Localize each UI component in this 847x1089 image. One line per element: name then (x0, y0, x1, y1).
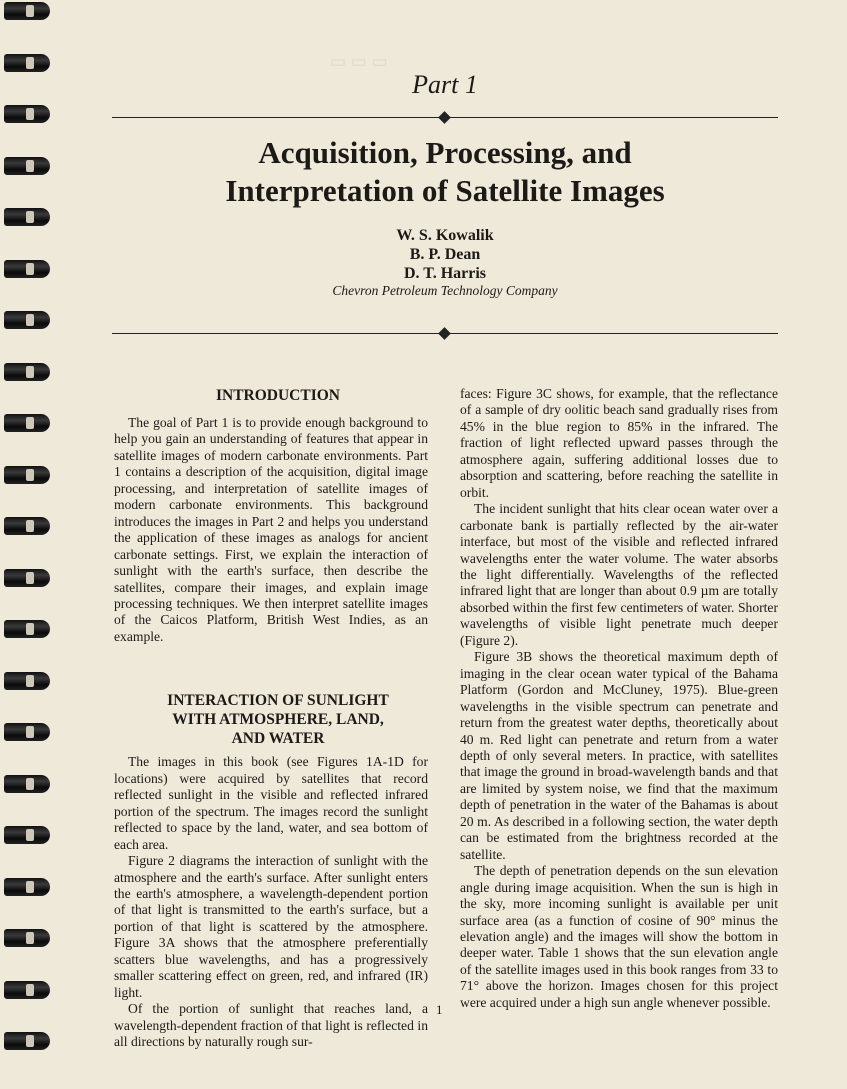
binding-coil (4, 878, 50, 896)
part-label: Part 1 (412, 70, 478, 99)
author-2: B. P. Dean (409, 246, 481, 263)
binding-coil (4, 929, 50, 947)
binding-coil (4, 569, 50, 587)
binding-coil (4, 775, 50, 793)
right-paragraph-4: The depth of penetration depends on the sun elevation angle during image acquisition. When the sun is high in the sky, more incoming sunlight is available per unit surface area (as a function of cosine of 90° minus the elevation angle) and the images will show the bottom in deeper water. Table 1 shows that the sun elevation angle of the satellite images used in this book ranges from 33 to 71° above the horizon. Images chosen for this project were acquired under a high sun angle whenever possible. (460, 863, 778, 1010)
authors (112, 226, 778, 283)
interaction-heading-line-1: INTERACTION OF SUNLIGHT (167, 692, 389, 710)
interaction-heading-line-2: WITH ATMOSPHERE, LAND, (172, 711, 384, 729)
title-line-2: Interpretation of Satellite Images (225, 173, 665, 208)
binding-coil (4, 981, 50, 999)
divider-diamond-icon (438, 327, 451, 340)
binding-coil (4, 208, 50, 226)
interaction-paragraph-1: The images in this book (see Figures 1A-1D for locations) were acquired by satellites that record reflected sunlight in the visible and reflected infrared portion of the spectrum. The images record the sunlight reflected to space by the land, water, and sea bottom of each area. (114, 754, 428, 852)
binding-coil (4, 466, 50, 484)
interaction-paragraph-2: Figure 2 diagrams the interaction of sunlight with the atmosphere and the earth's surface. After sunlight enters the earth's atmosphere, a wavelength-dependent portion of that light is transmitted to the earth's surface, but a portion of that light is scattered by the atmosphere. Figure 3A shows that the atmosphere preferentially scatters blue wavelengths, and has a progressively smaller scattering effect on green, red, and infrared (IR) light. (114, 853, 428, 1000)
divider-diamond-icon (438, 111, 451, 124)
page-number: 1 (436, 1002, 443, 1017)
right-paragraph-3: Figure 3B shows the theoretical maximum depth of imaging in the clear ocean water typical of the Bahama Platform (Gordon and McCluney, 1975). Blue-green wavelengths in the visible spectrum can penetrate and return from the greatest water depths, theoretically about 40 m. Red light can penetrate and return from a water depth of only several meters. In practice, with satellites that image the ground in broad-wavelength bands and that are limited by system noise, we find that the maximum depth of penetration in the water of the Bahamas is about 20 m. As described in a following section, the water depth can be estimated from the brightness recorded at the satellite. (460, 649, 778, 862)
spiral-binding (0, 0, 58, 1089)
binding-coil (4, 105, 50, 123)
binding-coil (4, 620, 50, 638)
binding-coil (4, 363, 50, 381)
right-paragraph-1: faces: Figure 3C shows, for example, that the reflectance of a sample of dry oolitic beach sand gradually rises from 45% in the blue region to 85% in the infrared. The fraction of light reflected upward passes through the atmosphere again, suffering additional losses due to absorption and scattering, before reaching the satellite in orbit. (460, 386, 778, 500)
binding-coil (4, 157, 50, 175)
right-paragraph-2: The incident sunlight that hits clear ocean water over a carbonate bank is partially reflected by the air-water interface, but most of the visible and reflected infrared wavelengths enter the water volume. The water absorbs the light differentially. Wavelengths of the reflected infrared light that are longer than about 0.9 µm are totally absorbed within the first few centimeters of water. Shorter wavelengths of visible light penetrate much deeper (Figure 2). (460, 501, 778, 648)
binding-coil (4, 260, 50, 278)
intro-paragraph: The goal of Part 1 is to provide enough background to help you gain an understanding of features that appear in satellite images of modern carbonate environments. Part 1 contains a description of the acquisition, digital image processing, and interpretation of satellite images of modern carbonate environments. This background introduces the images in Part 2 and helps you understand the application of these images as analogs for ancient carbonate settings. First, we explain the interaction of sunlight with the earth's surface, then describe the satellites, compare their images, and explain image processing techniques. We then interpret satellite images of the Caicos Platform, British West Indies, as an example. (114, 415, 428, 644)
interaction-paragraph-3: Of the portion of sunlight that reaches land, a wavelength-dependent fraction of that light is reflected in all directions by naturally rough sur- (114, 1001, 428, 1050)
binding-coil (4, 311, 50, 329)
binding-coil (4, 517, 50, 535)
interaction-heading-line-3: AND WATER (231, 730, 325, 748)
left-column (114, 386, 428, 1051)
binding-coil (4, 826, 50, 844)
right-column (460, 386, 778, 1011)
affiliation: Chevron Petroleum Technology Company (332, 283, 558, 298)
binding-coil (4, 2, 50, 20)
page-title (112, 134, 778, 210)
title-line-1: Acquisition, Processing, and (258, 135, 632, 170)
binding-coil (4, 723, 50, 741)
author-3: D. T. Harris (403, 265, 487, 282)
binding-coil (4, 414, 50, 432)
binding-coil (4, 672, 50, 690)
introduction-heading: INTRODUCTION (215, 387, 340, 404)
author-1: W. S. Kowalik (396, 227, 494, 244)
show-through-text: ▭ ▭ ▭ (330, 52, 388, 71)
binding-coil (4, 1032, 50, 1050)
binding-coil (4, 54, 50, 72)
